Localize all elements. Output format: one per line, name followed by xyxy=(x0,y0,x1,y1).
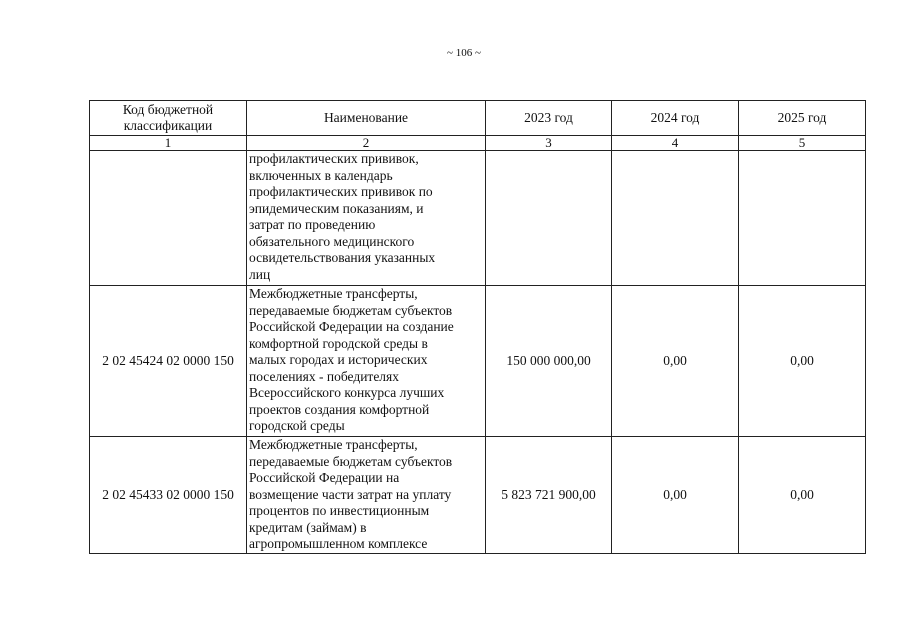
item-name-line: Межбюджетные трансферты, xyxy=(249,437,418,452)
table-row xyxy=(90,286,866,437)
item-name-line: передаваемые бюджетам субъектов xyxy=(249,453,453,469)
column-number-row xyxy=(90,136,866,151)
header-2024: 2024 год xyxy=(612,101,739,136)
item-name-line: профилактических прививок по xyxy=(249,184,433,199)
value-2024-cell xyxy=(612,151,739,286)
item-name-line: Всероссийского конкурса лучших xyxy=(249,385,445,400)
column-number: 5 xyxy=(739,136,866,151)
item-name-line: затрат по проведению xyxy=(249,217,376,232)
item-name-line: Российской Федерации на создание xyxy=(249,319,454,334)
item-name-line: поселениях - победителях xyxy=(249,368,400,384)
budget-code-cell: 2 02 45424 02 0000 150 xyxy=(90,286,247,437)
item-name-line: Российской Федерации на xyxy=(249,470,400,485)
value-2023-cell: 5 823 721 900,00 xyxy=(486,437,612,554)
item-name-line: эпидемическим показаниям, и xyxy=(249,200,424,216)
item-name-line: малых городах и исторических xyxy=(249,352,428,367)
header-name: Наименование xyxy=(247,101,486,136)
item-name-line: комфортной городской среды в xyxy=(249,335,428,351)
column-number: 4 xyxy=(612,136,739,151)
item-name-line: профилактических прививок, xyxy=(249,151,419,166)
value-2025-cell: 0,00 xyxy=(739,286,866,437)
item-name-cell xyxy=(247,437,486,554)
item-name-line: обязательного медицинского xyxy=(249,233,415,249)
column-number: 2 xyxy=(247,136,486,151)
item-name-line: агропромышленном комплексе xyxy=(249,536,428,551)
value-2024-cell: 0,00 xyxy=(612,437,739,554)
item-name-line: освидетельствования указанных xyxy=(249,250,436,265)
budget-code-cell xyxy=(90,151,247,286)
value-2025-cell: 0,00 xyxy=(739,437,866,554)
value-2023-cell: 150 000 000,00 xyxy=(486,286,612,437)
column-number: 3 xyxy=(486,136,612,151)
item-name-line: лиц xyxy=(249,266,271,282)
item-name-line: кредитам (займам) в xyxy=(249,519,367,535)
item-name-line: передаваемые бюджетам субъектов xyxy=(249,302,453,318)
item-name-line: проектов создания комфортной xyxy=(249,401,430,417)
page-number: ~ 106 ~ xyxy=(447,47,481,59)
value-2024-cell: 0,00 xyxy=(612,286,739,437)
item-name-cell xyxy=(247,286,486,437)
budget-table xyxy=(89,100,866,554)
item-name-line: включенных в календарь xyxy=(249,167,393,183)
item-name-line: Межбюджетные трансферты, xyxy=(249,286,418,301)
value-2025-cell xyxy=(739,151,866,286)
item-name-line: возмещение части затрат на уплату xyxy=(249,486,452,502)
value-2023-cell xyxy=(486,151,612,286)
header-2023: 2023 год xyxy=(486,101,612,136)
table-header-row xyxy=(90,101,866,136)
table-row xyxy=(90,151,866,286)
item-name-line: процентов по инвестиционным xyxy=(249,503,430,518)
header-2025: 2025 год xyxy=(739,101,866,136)
budget-code-cell: 2 02 45433 02 0000 150 xyxy=(90,437,247,554)
item-name-line: городской среды xyxy=(249,418,345,433)
table-row xyxy=(90,437,866,554)
column-number: 1 xyxy=(90,136,247,151)
header-code: Код бюджетной классификации xyxy=(90,101,247,136)
item-name-cell xyxy=(247,151,486,286)
